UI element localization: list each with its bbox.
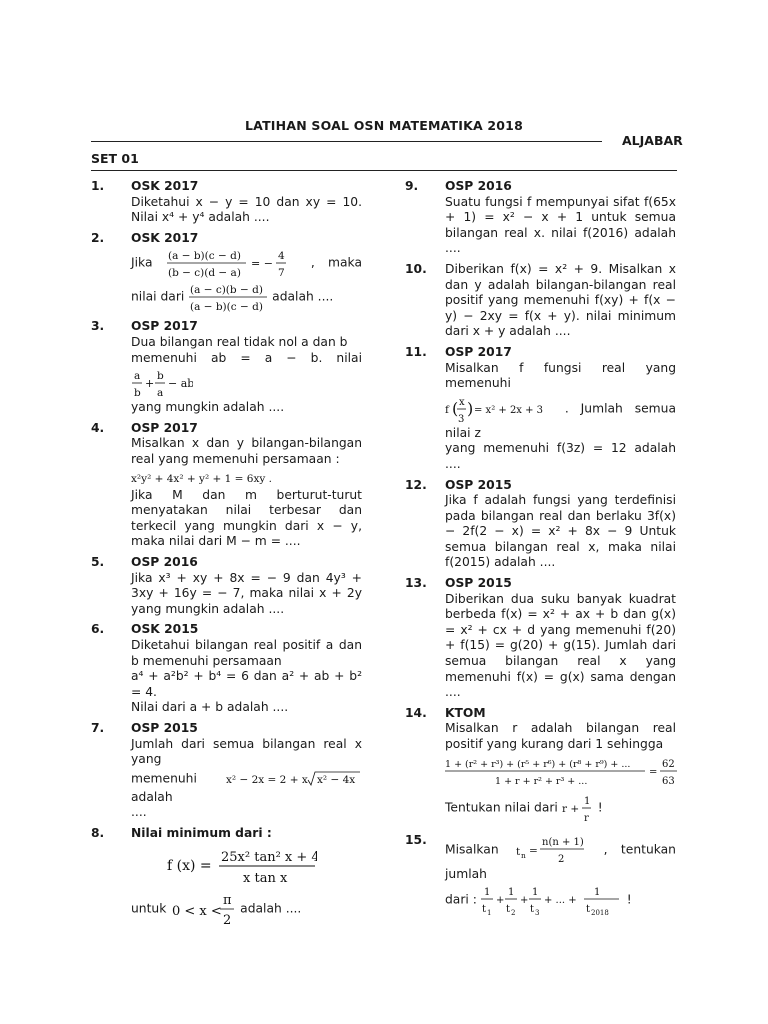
svg-text:(b − c)(d − a): (b − c)(d − a)	[167, 267, 241, 280]
question-source: OSP 2017	[445, 344, 512, 359]
svg-text:f (x) =: f (x) =	[167, 857, 212, 874]
svg-text:= x² + 2x + 3: = x² + 2x + 3	[474, 404, 544, 416]
fraction-expression	[166, 250, 311, 280]
svg-text:3: 3	[458, 413, 465, 425]
svg-text:+: +	[519, 895, 529, 907]
svg-text:25x² tan² x + 4: 25x² tan² x + 4	[221, 849, 317, 865]
svg-text:7: 7	[277, 267, 285, 280]
svg-text:x² − 4x: x² − 4x	[317, 773, 356, 786]
question-text-line2	[445, 882, 676, 918]
question-source: OSP 2017	[131, 420, 198, 435]
question-7	[91, 721, 362, 821]
svg-text:t: t	[516, 845, 521, 858]
svg-text:b: b	[134, 387, 141, 400]
svg-text:− ab: − ab	[168, 377, 193, 391]
svg-text:(: (	[452, 398, 459, 418]
question-text-line1: Dua bilangan real tidak nol a dan b	[131, 334, 348, 349]
svg-text:1: 1	[507, 887, 515, 899]
svg-text:(a − b)(c − d): (a − b)(c − d)	[190, 301, 264, 314]
question-text: Diketahui x − y = 10 dan xy = 10. Nilai x⁴ + y⁴ adalah ....	[131, 194, 362, 225]
question-text-post: yang mungkin adalah ....	[131, 400, 285, 415]
fraction-expression	[188, 284, 272, 314]
svg-text:1: 1	[486, 909, 492, 918]
series-equation	[445, 755, 676, 789]
question-3	[91, 319, 362, 415]
question-number: 15.	[405, 832, 427, 847]
question-text-pre: untuk	[131, 901, 167, 915]
question-text-line3: Nilai dari a + b adalah ....	[131, 700, 289, 715]
question-source: OSP 2016	[445, 179, 512, 193]
svg-text:x: x	[459, 396, 465, 408]
subject-label: ALJABAR	[622, 133, 683, 148]
sequence-formula	[512, 836, 603, 865]
question-source: OSP 2017	[131, 319, 198, 334]
question-text-mid: , maka nilai dari	[131, 255, 362, 304]
question-number: 14.	[405, 705, 427, 720]
svg-text:f: f	[445, 403, 449, 416]
question-9	[405, 179, 676, 257]
question-11	[405, 345, 676, 473]
question-text	[131, 890, 362, 928]
question-text	[131, 335, 362, 416]
question-text-line2	[445, 791, 676, 825]
svg-text:1 + (r² + r³) + (r⁵ + r⁶) + (r: 1 + (r² + r³) + (r⁵ + r⁶) + (r⁸ + r⁹) + ...	[445, 758, 631, 770]
header-rule-top	[91, 141, 602, 142]
question-2	[91, 231, 362, 315]
question-text-line1: Jumlah dari semua bilangan real x yang	[131, 736, 362, 767]
svg-text:=: =	[529, 844, 538, 857]
function-formula	[131, 844, 362, 888]
question-text	[131, 246, 362, 314]
question-12	[405, 478, 676, 572]
question-source: OSP 2016	[131, 555, 198, 569]
question-number: 3.	[91, 319, 105, 334]
svg-text:): )	[467, 398, 474, 418]
svg-text:2: 2	[223, 912, 232, 928]
svg-text:(a − b)(c − d): (a − b)(c − d)	[167, 250, 241, 263]
svg-text:b: b	[157, 370, 164, 383]
svg-text:t: t	[505, 904, 510, 916]
svg-text:t: t	[585, 904, 590, 916]
question-14	[405, 706, 676, 825]
question-text-pre: Tentukan nilai dari	[445, 800, 558, 815]
question-text-pre: Misalkan	[445, 842, 499, 857]
question-text-post: adalah ....	[272, 289, 334, 304]
svg-text:=: =	[649, 766, 658, 778]
svg-text:t: t	[481, 904, 486, 916]
equation	[131, 470, 362, 486]
question-text-pre: memenuhi ab = a − b. nilai	[131, 350, 362, 365]
svg-text:1: 1	[531, 887, 539, 899]
header-rule-bottom	[91, 170, 677, 171]
question-text-post: adalah	[131, 789, 173, 804]
question-text-post: !	[597, 800, 603, 815]
question-text-line3: yang memenuhi f(3z) = 12 adalah ....	[445, 441, 676, 471]
question-text-line1: Diketahui bilangan real positif a dan b memenuhi persamaan	[131, 637, 362, 668]
question-number: 13.	[405, 576, 427, 591]
question-number: 11.	[405, 344, 427, 359]
fraction-expression	[131, 370, 193, 400]
svg-text:2: 2	[510, 909, 516, 918]
svg-text:= −: = −	[250, 257, 273, 271]
question-text-line3: ....	[131, 805, 147, 820]
question-source: OSK 2017	[131, 179, 199, 193]
question-text-post: adalah ....	[240, 901, 302, 915]
question-text-line1: Misalkan f fungsi real yang memenuhi	[445, 360, 676, 391]
question-text-pre2: dari :	[445, 892, 477, 907]
svg-text:(a − c)(b − d): (a − c)(b − d)	[190, 284, 264, 297]
question-source: KTOM	[445, 705, 486, 720]
svg-text:r +: r +	[561, 802, 579, 815]
question-number: 5.	[91, 555, 105, 569]
question-text-line1: Misalkan r adalah bilangan real positif yang kurang dari 1 sehingga	[445, 721, 676, 751]
question-source: OSK 2017	[131, 230, 199, 245]
question-text: Suatu fungsi f mempunyai sifat f(65x + 1) = x² − x + 1 untuk semua bilangan real x. nilai f(2016) adalah ....	[445, 194, 676, 256]
left-column	[91, 179, 362, 933]
svg-text:1 + r + r² + r³ + ...: 1 + r + r² + r³ + ...	[495, 775, 588, 787]
question-text-pre: Jika	[131, 255, 153, 270]
question-text: Diberikan f(x) = x² + 9. Misalkan x dan y adalah bilangan-bilangan real positif yang memenuhi f(xy) + f(x − y) − 2xy = f(x + y). nilai minimum dari x + y adalah ....	[445, 261, 676, 339]
question-source: Nilai minimum dari :	[131, 825, 272, 840]
question-source: OSK 2015	[131, 622, 199, 637]
function-equation	[445, 396, 565, 425]
question-text-line1	[445, 833, 676, 883]
question-number: 1.	[91, 179, 105, 193]
question-text-mid: , tentukan jumlah	[445, 842, 676, 881]
svg-text:x²y² + 4x² + y² + 1 = 6xy .: x²y² + 4x² + y² + 1 = 6xy .	[131, 472, 273, 485]
svg-text:n: n	[521, 850, 526, 860]
svg-text:t: t	[529, 904, 534, 916]
svg-text:+: +	[145, 377, 155, 391]
question-6	[91, 622, 362, 716]
question-8	[91, 826, 362, 928]
question-text: Diberikan dua suku banyak kuadrat berbeda f(x) = x² + ax + b dan g(x) = x² + cx + d yang memenuhi f(20) + f(15) = g(20) + g(15). Jumlah dari semua bilangan real x yang memenuhi f(x) = g(x) sama dengan ....	[445, 591, 676, 700]
svg-text:x² − 2x = 2 + x: x² − 2x = 2 + x	[226, 773, 308, 786]
question-text-line2	[131, 768, 362, 806]
svg-text:1: 1	[483, 887, 491, 899]
question-4	[91, 421, 362, 550]
svg-text:0 < x <: 0 < x <	[172, 903, 223, 919]
svg-text:x tan x: x tan x	[243, 870, 288, 886]
svg-text:+ ... +: + ... +	[543, 895, 577, 907]
question-source: OSP 2015	[445, 576, 512, 591]
question-text: Jika f adalah fungsi yang terdefinisi pada bilangan real dan berlaku 3f(x) − 2f(2 − x) = x² + 8x − 9 Untuk semua bilangan real x, maka nilai f(2015) adalah ....	[445, 493, 676, 570]
question-text-line1: Misalkan x dan y bilangan-bilangan real yang memenuhi persamaan :	[131, 436, 362, 466]
svg-text:63: 63	[662, 775, 675, 787]
question-text: Jika x³ + xy + 8x = − 9 dan 4y³ + 3xy + 16y = − 7, maka nilai x + 2y yang mungkin adalah ....	[131, 570, 362, 616]
question-text-line2: a⁴ + a²b² + b⁴ = 6 dan a² + ab + b² = 4.	[131, 669, 362, 699]
svg-text:1: 1	[593, 887, 601, 899]
svg-text:r: r	[583, 812, 589, 824]
svg-text:2: 2	[558, 853, 565, 865]
question-source: OSP 2015	[131, 720, 198, 735]
svg-text:a: a	[157, 387, 164, 400]
question-text-line2: Jika M dan m berturut-turut menyatakan nilai terbesar dan terkecil yang mungkin dari x − y, maka nilai dari M − m = ....	[131, 487, 362, 549]
question-number: 2.	[91, 230, 105, 245]
right-column	[405, 179, 676, 923]
question-number: 7.	[91, 720, 105, 735]
question-15	[405, 833, 676, 919]
question-text-mid: . Jumlah semua nilai z	[445, 401, 676, 440]
question-number: 6.	[91, 622, 105, 637]
question-source: OSP 2015	[445, 477, 512, 492]
question-1	[91, 179, 362, 226]
question-number: 8.	[91, 825, 105, 840]
question-number: 10.	[405, 261, 427, 276]
question-5	[91, 555, 362, 617]
svg-text:1: 1	[583, 795, 591, 807]
equation	[224, 771, 362, 785]
question-text-post: !	[626, 892, 632, 907]
svg-text:4: 4	[277, 250, 285, 263]
svg-text:+: +	[495, 895, 505, 907]
inequality-expression	[170, 892, 240, 928]
set-label: SET 01	[91, 151, 139, 166]
question-13	[405, 576, 676, 701]
svg-text:a: a	[134, 370, 141, 383]
question-number: 12.	[405, 477, 427, 492]
svg-text:n(n + 1): n(n + 1)	[542, 836, 584, 848]
question-number: 9.	[405, 179, 419, 193]
page-title: LATIHAN SOAL OSN MATEMATIKA 2018	[245, 118, 523, 133]
question-10	[405, 262, 676, 340]
sum-expression	[481, 887, 627, 918]
svg-text:π: π	[223, 892, 232, 908]
svg-text:3: 3	[534, 909, 540, 918]
question-text-line2	[445, 392, 676, 442]
question-text-pre: memenuhi	[131, 771, 197, 786]
svg-text:62: 62	[662, 758, 675, 770]
fraction-expression	[561, 795, 598, 824]
svg-text:2018: 2018	[590, 909, 609, 918]
question-number: 4.	[91, 420, 105, 435]
